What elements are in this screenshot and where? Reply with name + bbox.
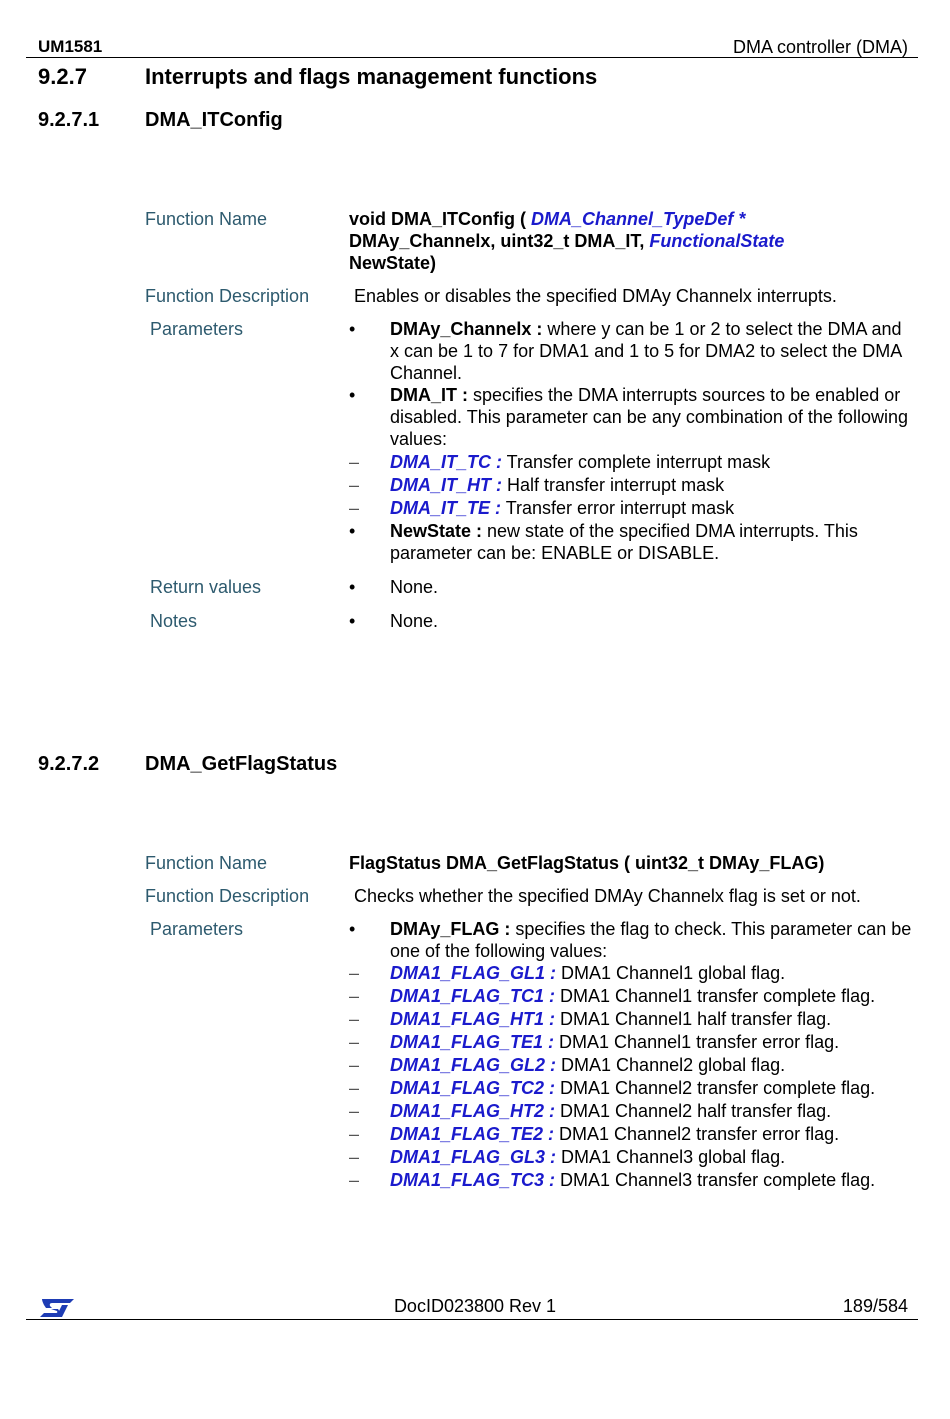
function-table-getflagstatus [145, 852, 915, 1192]
flag-text: DMA1 Channel2 transfer error flag. [554, 1124, 840, 1144]
function-table-itconfig [145, 208, 915, 632]
function-name-row [145, 208, 915, 274]
section-number: 9.2.7.1 [38, 109, 100, 131]
param-name: NewState : [390, 521, 483, 541]
notes-row [145, 610, 915, 632]
section-heading-9-2-7 [38, 64, 598, 90]
flag-item [349, 1100, 915, 1122]
function-description-label: Function Description [145, 886, 310, 906]
param-text: where y can be 1 or 2 to select the DMA and x can be 1 to 7 for DMA1 and 1 to 5 for DMA2 to select the DMA Channel. [390, 319, 902, 383]
type-link-dma-channel-typedef[interactable]: DMA_Channel_TypeDef * [530, 209, 746, 229]
function-name-label: Function Name [145, 209, 268, 229]
section-number: 9.2.7.2 [38, 753, 100, 775]
param-name: DMAy_Channelx : [390, 319, 543, 339]
parameters-row [145, 918, 915, 1191]
param-name: DMA_IT : [390, 385, 468, 405]
flag-link[interactable]: DMA1_FLAG_TC3 : [390, 1170, 556, 1190]
signature-part: void DMA_ITConfig ( [349, 209, 531, 229]
flag-link[interactable]: DMA1_FLAG_GL1 : [390, 963, 557, 983]
flag-text: DMA1 Channel1 transfer complete flag. [555, 986, 876, 1006]
param-item [349, 318, 915, 384]
flag-link[interactable]: DMA1_FLAG_TE1 : [390, 1032, 555, 1052]
return-values-row [145, 576, 915, 598]
value-item [349, 497, 915, 519]
flag-item [349, 1054, 915, 1076]
value-link[interactable]: DMA_IT_TC : [390, 452, 502, 472]
section-heading-9-2-7-2 [38, 753, 338, 776]
parameters-list [349, 918, 915, 1191]
notes-list [349, 610, 915, 632]
flag-item [349, 1146, 915, 1168]
flag-text: DMA1 Channel3 transfer complete flag. [555, 1170, 876, 1190]
section-title: DMA_ITConfig [145, 109, 283, 131]
flag-link[interactable]: DMA1_FLAG_TC2 : [390, 1078, 556, 1098]
flag-item [349, 1031, 915, 1053]
chapter-title: DMA controller (DMA) [732, 37, 908, 57]
value-link[interactable]: DMA_IT_TE : [390, 498, 502, 518]
function-description-row [145, 885, 915, 907]
flag-text: DMA1 Channel2 global flag. [556, 1055, 786, 1075]
flag-item [349, 1077, 915, 1099]
flag-item [349, 1123, 915, 1145]
flag-text: DMA1 Channel1 half transfer flag. [555, 1009, 832, 1029]
flag-link[interactable]: DMA1_FLAG_HT2 : [390, 1101, 556, 1121]
value-item [349, 474, 915, 496]
parameters-list [349, 318, 915, 564]
page-number: 189/584 [842, 1296, 908, 1316]
function-description-label: Function Description [145, 286, 310, 306]
function-description: Enables or disables the specified DMAy Channelx interrupts. [354, 286, 837, 306]
header-rule [26, 57, 918, 58]
notes-label: Notes [150, 611, 198, 631]
flag-text: DMA1 Channel2 half transfer flag. [555, 1101, 832, 1121]
value-text: Half transfer interrupt mask [502, 475, 725, 495]
flag-link[interactable]: DMA1_FLAG_GL3 : [390, 1147, 557, 1167]
flag-item [349, 962, 915, 984]
param-item [349, 384, 915, 519]
value-item [349, 451, 915, 473]
flag-text: DMA1 Channel2 transfer complete flag. [555, 1078, 876, 1098]
flag-link[interactable]: DMA1_FLAG_TE2 : [390, 1124, 555, 1144]
parameters-label: Parameters [150, 319, 244, 339]
function-description-row [145, 285, 915, 307]
section-title: Interrupts and flags management functions [145, 64, 598, 89]
function-signature [349, 208, 915, 274]
parameters-label: Parameters [150, 919, 244, 939]
return-values-list [349, 576, 915, 598]
flag-item [349, 985, 915, 1007]
flag-text: DMA1 Channel1 global flag. [556, 963, 786, 983]
flag-text: DMA1 Channel1 transfer error flag. [554, 1032, 840, 1052]
value-link[interactable]: DMA_IT_HT : [390, 475, 502, 495]
doc-id: DocID023800 Rev 1 [393, 1296, 557, 1316]
param-name: DMAy_FLAG : [390, 919, 511, 939]
function-name-row [145, 852, 915, 874]
param-text: new state of the specified DMA interrupts. This parameter can be: ENABLE or DISABLE. [390, 521, 858, 563]
function-signature: FlagStatus DMA_GetFlagStatus ( uint32_t DMAy_FLAG) [349, 853, 825, 873]
section-title: DMA_GetFlagStatus [145, 753, 338, 775]
signature-part: DMAy_Channelx, uint32_t DMA_IT, [349, 231, 650, 251]
flag-item [349, 1008, 915, 1030]
param-item [349, 520, 915, 564]
return-value: • None. [349, 576, 915, 598]
signature-part: NewState) [349, 253, 437, 273]
flag-link[interactable]: DMA1_FLAG_TC1 : [390, 986, 556, 1006]
param-text: specifies the DMA interrupts sources to be enabled or disabled. This parameter can be any combination of the following values: [390, 385, 908, 449]
section-number: 9.2.7 [38, 64, 87, 89]
value-text: Transfer complete interrupt mask [502, 452, 771, 472]
flag-item [349, 1169, 915, 1191]
function-name-label: Function Name [145, 853, 268, 873]
flag-link[interactable]: DMA1_FLAG_GL2 : [390, 1055, 557, 1075]
value-text: Transfer error interrupt mask [501, 498, 735, 518]
function-description: Checks whether the specified DMAy Channelx flag is set or not. [354, 886, 861, 906]
flag-text: DMA1 Channel3 global flag. [556, 1147, 786, 1167]
param-item [349, 918, 915, 1191]
type-link-functionalstate[interactable]: FunctionalState [649, 231, 785, 251]
parameters-row [145, 318, 915, 564]
doc-code: UM1581 [38, 37, 103, 56]
flag-link[interactable]: DMA1_FLAG_HT1 : [390, 1009, 556, 1029]
return-values-label: Return values [150, 577, 262, 597]
param-text: specifies the flag to check. This parameter can be one of the following values: [390, 919, 912, 961]
notes-value: • None. [349, 610, 915, 632]
footer-rule [26, 1319, 918, 1320]
section-heading-9-2-7-1 [38, 109, 283, 132]
